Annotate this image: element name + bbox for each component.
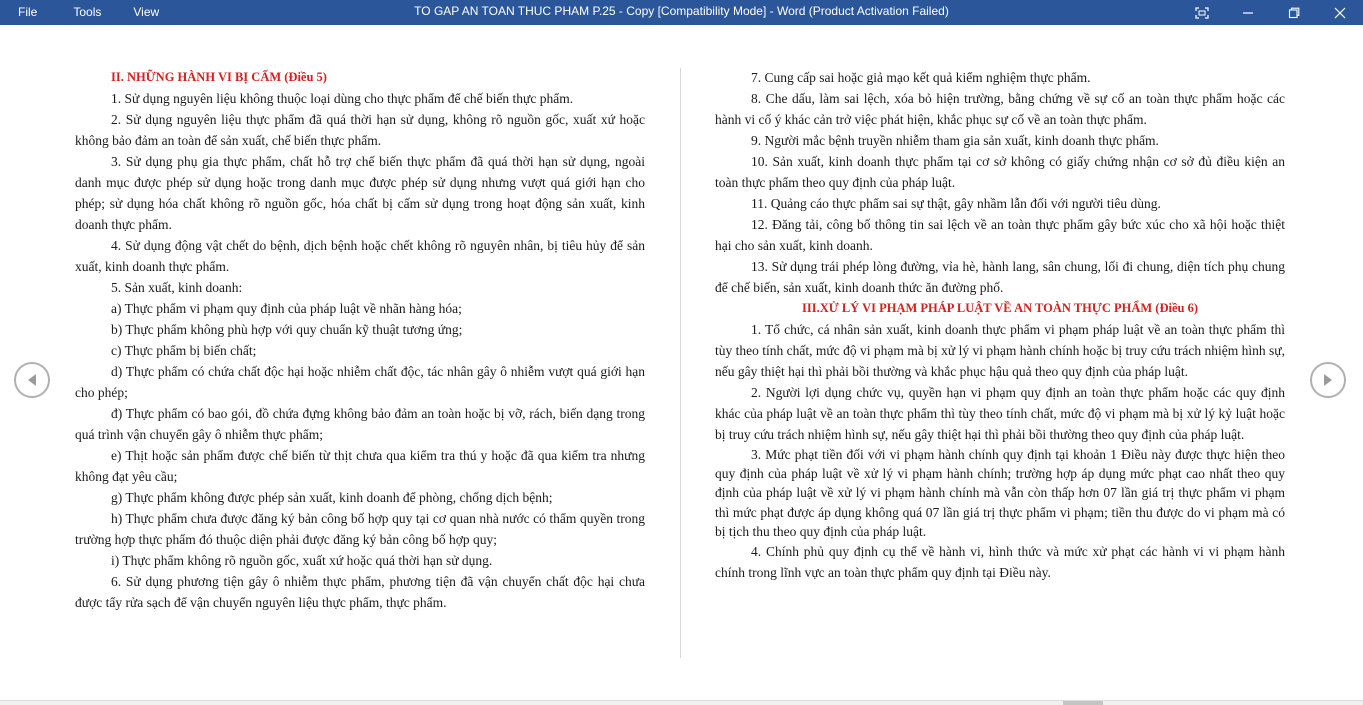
- title-bar: [0, 0, 1363, 25]
- minimize-icon: [1242, 7, 1254, 19]
- paragraph: 7. Cung cấp sai hoặc giả mạo kết quả kiểm nghiệm thực phẩm.: [751, 70, 1091, 85]
- focus-mode-icon: [1195, 7, 1209, 19]
- page-divider: [680, 68, 681, 658]
- paragraph: đ) Thực phẩm có bao gói, đồ chứa đựng không bảo đảm an toàn hoặc bị vỡ, rách, biến dạng trong quá trình vận chuyển gây ô nhiễm thực phẩm;: [75, 406, 645, 442]
- menu-view[interactable]: View: [133, 5, 160, 19]
- horizontal-scrollbar[interactable]: [0, 700, 1363, 705]
- menu-bar: [0, 0, 174, 25]
- paragraph: c) Thực phẩm bị biến chất;: [111, 343, 257, 358]
- window-controls: [1179, 0, 1363, 25]
- paragraph: h) Thực phẩm chưa được đăng ký bản công bố hợp quy tại cơ quan nhà nước có thẩm quyền trong trường hợp thực phẩm đó thuộc diện phải được đăng ký bản công bố hợp quy;: [75, 511, 645, 547]
- menu-file[interactable]: File: [18, 5, 38, 19]
- chevron-right-icon: [1321, 372, 1335, 388]
- reading-view: [0, 25, 1363, 700]
- paragraph: 1. Tổ chức, cá nhân sản xuất, kinh doanh thực phẩm vi phạm pháp luật về an toàn thực phẩm thì tùy theo tính chất, mức độ vi phạm mà bị xử lý vi phạm hành chính hoặc bị truy cứu trách nhiệm hình sự, nếu gây thiệt hại thì phải bồi thường và khắc phục hậu quả theo quy định của pháp luật.: [715, 322, 1285, 379]
- paragraph: 12. Đăng tải, công bố thông tin sai lệch về an toàn thực phẩm gây bức xúc cho xã hội hoặc thiệt hại cho sản xuất, kinh doanh.: [715, 217, 1285, 253]
- paragraph: g) Thực phẩm không được phép sản xuất, kinh doanh để phòng, chống dịch bệnh;: [111, 490, 553, 505]
- paragraph: e) Thịt hoặc sản phẩm được chế biến từ thịt chưa qua kiểm tra thú y hoặc đã qua kiểm tra nhưng không đạt yêu cầu;: [75, 448, 645, 484]
- document-title: TO GAP AN TOAN THUC PHAM P.25 - Copy [Compatibility Mode] - Word (Product Activation Failed): [414, 4, 949, 18]
- paragraph: 10. Sản xuất, kinh doanh thực phẩm tại cơ sở không có giấy chứng nhận cơ sở đủ điều kiện an toàn thực phẩm theo quy định của pháp luật.: [715, 154, 1285, 190]
- restore-button[interactable]: [1271, 0, 1317, 25]
- paragraph: a) Thực phẩm vi phạm quy định của pháp luật về nhãn hàng hóa;: [111, 301, 462, 316]
- close-button[interactable]: [1317, 0, 1363, 25]
- next-page-button[interactable]: [1310, 362, 1346, 398]
- paragraph: 2. Sử dụng nguyên liệu thực phẩm đã quá thời hạn sử dụng, không rõ nguồn gốc, xuất xứ hoặc không bảo đảm an toàn để sản xuất, chế biến thực phẩm.: [75, 112, 645, 148]
- section-heading-prohibited: II. NHỮNG HÀNH VI BỊ CẤM (Điều 5): [111, 70, 327, 84]
- paragraph: 4. Sử dụng động vật chết do bệnh, dịch bệnh hoặc chết không rõ nguyên nhân, bị tiêu hủy để sản xuất, kinh doanh thực phẩm.: [75, 238, 645, 274]
- left-page-column: [75, 67, 645, 613]
- paragraph: 2. Người lợi dụng chức vụ, quyền hạn vi phạm quy định an toàn thực phẩm hoặc các quy định khác của pháp luật về an toàn thực phẩm thì tùy theo tính chất, mức độ vi phạm mà bị xử lý kỷ luật hoặc bị truy cứu trách nhiệm hình sự, nếu gây thiệt hại thì phải bồi thường theo quy định của pháp luật.: [715, 385, 1285, 442]
- menu-tools[interactable]: Tools: [73, 5, 102, 19]
- close-icon: [1334, 7, 1346, 19]
- paragraph: b) Thực phẩm không phù hợp với quy chuẩn kỹ thuật tương ứng;: [111, 322, 463, 337]
- paragraph: 5. Sản xuất, kinh doanh:: [111, 280, 243, 295]
- section-heading-violations: III.XỬ LÝ VI PHẠM PHÁP LUẬT VỀ AN TOÀN THỰC PHẨM (Điều 6): [802, 301, 1198, 315]
- scrollbar-thumb[interactable]: [1063, 701, 1103, 705]
- paragraph: 9. Người mắc bệnh truyền nhiễm tham gia sản xuất, kinh doanh thực phẩm.: [751, 133, 1159, 148]
- right-page-column: [715, 67, 1285, 583]
- paragraph: 13. Sử dụng trái phép lòng đường, vỉa hè, hành lang, sân chung, lối đi chung, diện tích phụ chung để chế biến, sản xuất, kinh doanh thức ăn đường phố.: [715, 259, 1285, 295]
- paragraph: 1. Sử dụng nguyên liệu không thuộc loại dùng cho thực phẩm để chế biến thực phẩm.: [111, 91, 574, 106]
- minimize-button[interactable]: [1225, 0, 1271, 25]
- paragraph: 8. Che dấu, làm sai lệch, xóa bỏ hiện trường, bằng chứng về sự cố an toàn thực phẩm hoặc các hành vi cố ý khác cản trở việc phát hiện, khắc phục sự cố về an toàn thực phẩm.: [715, 91, 1285, 127]
- paragraph: 11. Quảng cáo thực phẩm sai sự thật, gây nhầm lẫn đối với người tiêu dùng.: [751, 196, 1161, 211]
- chevron-left-icon: [25, 372, 39, 388]
- focus-mode-button[interactable]: [1179, 0, 1225, 25]
- paragraph: 3. Sử dụng phụ gia thực phẩm, chất hỗ trợ chế biến thực phẩm đã quá thời hạn sử dụng, ngoài danh mục được phép sử dụng hoặc trong danh mục được phép sử dụng nhưng vượt quá giới hạn cho phép; sử dụng hóa chất không rõ nguồn gốc, hóa chất bị cấm sử dụng trong hoạt động sản xuất, kinh doanh thực phẩm.: [75, 154, 645, 232]
- restore-icon: [1288, 7, 1300, 19]
- paragraph: d) Thực phẩm có chứa chất độc hại hoặc nhiễm chất độc, tác nhân gây ô nhiễm vượt quá giới hạn cho phép;: [75, 364, 645, 400]
- previous-page-button[interactable]: [14, 362, 50, 398]
- paragraph: 3. Mức phạt tiền đối với vi phạm hành chính quy định tại khoản 1 Điều này được thực hiện theo quy định của pháp luật về xử lý vi phạm hành chính; trường hợp áp dụng mức phạt cao nhất theo quy định của pháp luật về xử lý vi phạm hành chính mà vẫn còn thấp hơn 07 lần giá trị thực phẩm vi phạm thì mức phạt được áp dụng không quá 07 lần giá trị thực phẩm vi phạm; tiền thu được do vi phạm mà có bị tịch thu theo quy định của pháp luật.: [715, 447, 1285, 539]
- paragraph: 4. Chính phủ quy định cụ thể về hành vi, hình thức và mức xử phạt các hành vi vi phạm hành chính trong lĩnh vực an toàn thực phẩm quy định tại Điều này.: [715, 544, 1285, 581]
- paragraph: 6. Sử dụng phương tiện gây ô nhiễm thực phẩm, phương tiện đã vận chuyển chất độc hại chưa được tẩy rửa sạch để vận chuyển nguyên liệu thực phẩm, thực phẩm.: [75, 574, 645, 610]
- paragraph: i) Thực phẩm không rõ nguồn gốc, xuất xứ hoặc quá thời hạn sử dụng.: [111, 553, 493, 568]
